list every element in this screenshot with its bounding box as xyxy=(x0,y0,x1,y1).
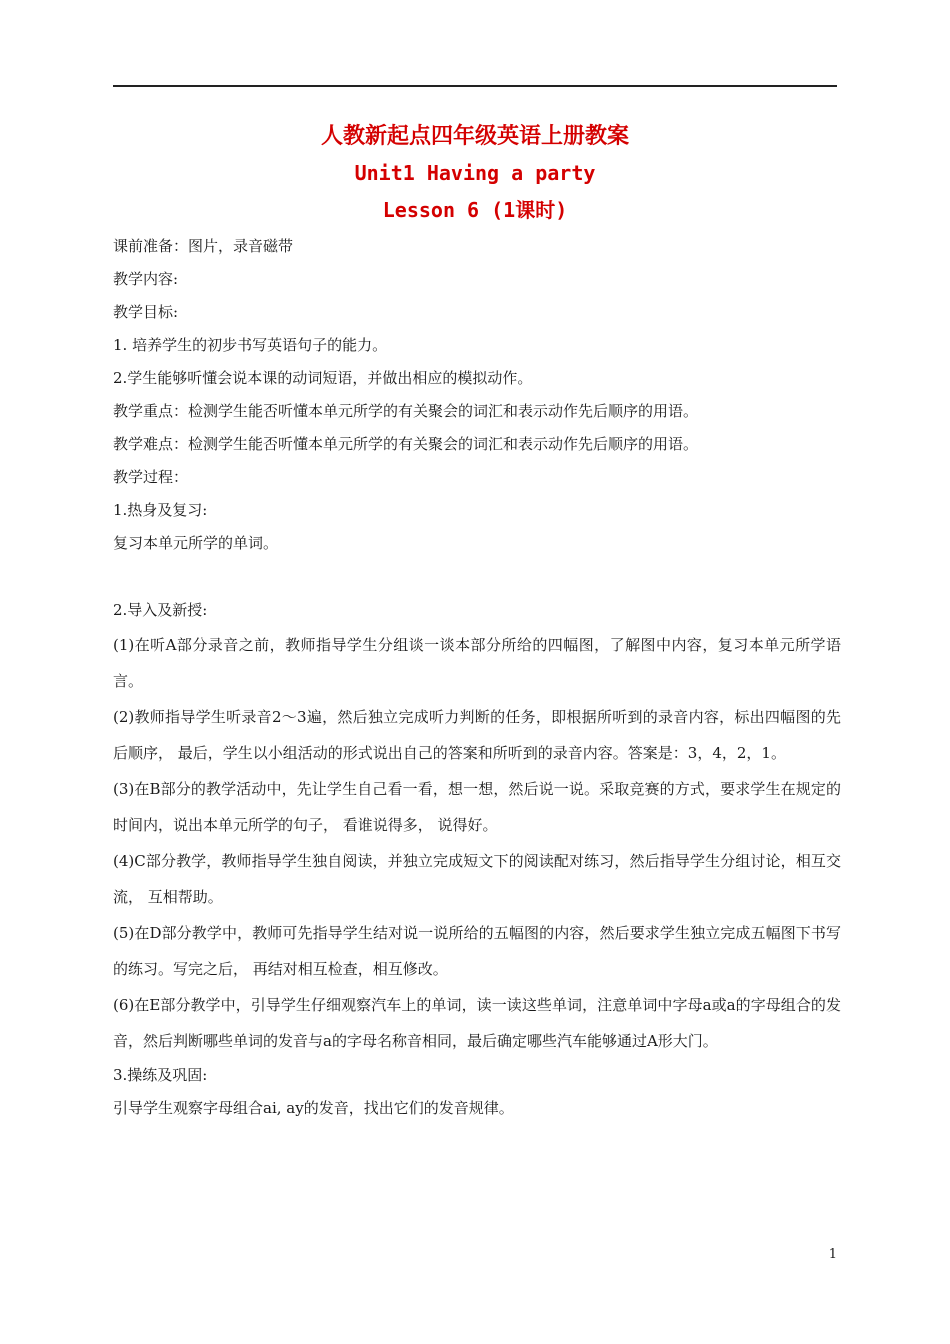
unit-title: Unit1 Having a party xyxy=(354,161,596,185)
document-body xyxy=(113,230,841,1125)
paragraph: (6)在E部分教学中，引导学生仔细观察汽车上的单词，读一读这些单词，注意单词中字母a或a的字母组合的发音，然后判断哪些单词的发音与a的字母名称音相同，最后确定哪些汽车能够通过A形大门。 xyxy=(113,996,841,1050)
step-text: 引导学生观察字母组合ai, ay的发音，找出它们的发音规律。 xyxy=(113,1099,514,1117)
key-points: 教学重点：检测学生能否听懂本单元所学的有关聚会的词汇和表示动作先后顺序的用语。 xyxy=(113,402,699,420)
step-heading: 1.热身及复习: xyxy=(113,501,208,519)
step-heading: 2.导入及新授: xyxy=(113,601,208,619)
header-rule xyxy=(113,85,837,87)
page-number: 1 xyxy=(828,1247,837,1262)
lesson-title: Lesson 6 (1课时) xyxy=(382,198,568,222)
process-heading: 教学过程： xyxy=(113,468,189,486)
paragraph: (5)在D部分教学中，教师可先指导学生结对说一说所给的五幅图的内容，然后要求学生独立完成五幅图下书写的练习。写完之后， 再结对相互检查，相互修改。 xyxy=(113,924,841,978)
spacer xyxy=(113,560,841,594)
paragraph: (3)在B部分的教学活动中，先让学生自己看一看，想一想，然后说一说。采取竞赛的方式，要求学生在规定的时间内，说出本单元所学的句子， 看谁说得多， 说得好。 xyxy=(113,780,841,834)
content-heading: 教学内容: xyxy=(113,270,179,288)
goal-item: 1. 培养学生的初步书写英语句子的能力。 xyxy=(113,336,388,354)
step-text: 复习本单元所学的单词。 xyxy=(113,534,279,552)
goals-heading: 教学目标: xyxy=(113,303,179,321)
title-block xyxy=(113,118,837,229)
paragraph: (4)C部分教学，教师指导学生独自阅读，并独立完成短文下的阅读配对练习，然后指导学生分组讨论，相互交流， 互相帮助。 xyxy=(113,852,841,906)
goal-item: 2.学生能够听懂会说本课的动词短语，并做出相应的模拟动作。 xyxy=(113,369,533,387)
prep-line: 课前准备：图片，录音磁带 xyxy=(113,237,294,255)
paragraph: (2)教师指导学生听录音2～3遍，然后独立完成听力判断的任务，即根据所听到的录音内容，标出四幅图的先后顺序， 最后，学生以小组活动的形式说出自己的答案和所听到的录音内容。答案是：3，4，2，1。 xyxy=(113,708,841,762)
step-heading: 3.操练及巩固: xyxy=(113,1066,208,1084)
paragraph: (1)在听A部分录音之前，教师指导学生分组谈一谈本部分所给的四幅图，了解图中内容，复习本单元所学语言。 xyxy=(113,636,841,690)
difficult-points: 教学难点：检测学生能否听懂本单元所学的有关聚会的词汇和表示动作先后顺序的用语。 xyxy=(113,435,699,453)
doc-title: 人教新起点四年级英语上册教案 xyxy=(320,123,629,149)
